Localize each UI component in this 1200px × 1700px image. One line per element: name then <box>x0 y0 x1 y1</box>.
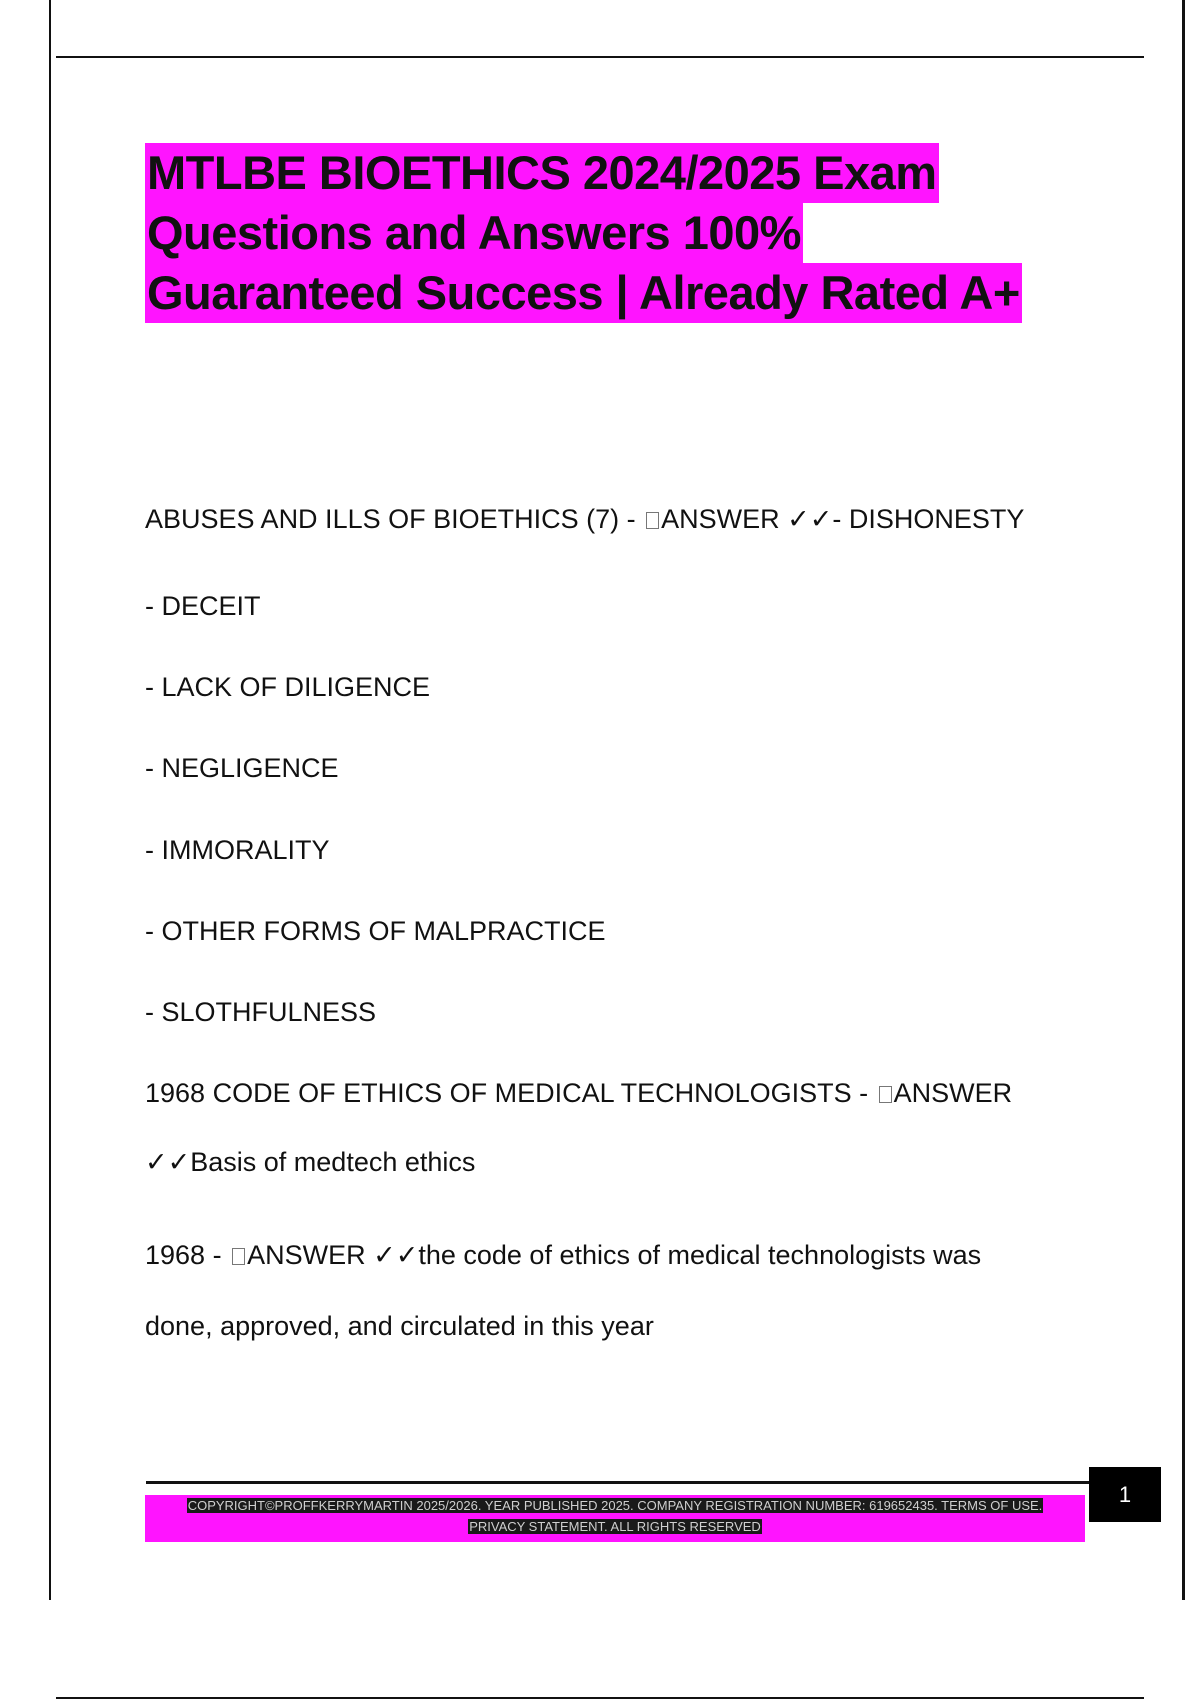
answer-3-text: the code of ethics of medical technologists was <box>418 1240 982 1270</box>
list-item: - DECEIT <box>145 591 261 621</box>
answer-2-text: Basis of medtech ethics <box>190 1147 476 1177</box>
question-3-text: 1968 - <box>145 1240 230 1270</box>
question-1-text: ABUSES AND ILLS OF BIOETHICS (7) - <box>145 504 644 534</box>
missing-glyph-icon <box>232 1248 245 1265</box>
page-border-left <box>49 0 51 1600</box>
footer-rule <box>146 1481 1090 1484</box>
answer-label: ANSWER <box>661 504 780 534</box>
list-item: - IMMORALITY <box>145 835 330 865</box>
copyright-line-2: PRIVACY STATEMENT. ALL RIGHTS RESERVED <box>469 1519 761 1534</box>
list-item: - LACK OF DILIGENCE <box>145 672 431 702</box>
answer-label: ANSWER <box>247 1240 366 1270</box>
check-icon: ✓✓ <box>787 504 833 534</box>
copyright-line-1: COPYRIGHT©PROFFKERRYMARTIN 2025/2026. YEAR PUBLISHED 2025. COMPANY REGISTRATION NUMBER: 619652435. TERMS OF USE. <box>187 1498 1043 1513</box>
question-2-text: 1968 CODE OF ETHICS OF MEDICAL TECHNOLOGISTS - <box>145 1078 876 1108</box>
list-item: - OTHER FORMS OF MALPRACTICE <box>145 916 606 946</box>
question-3 <box>145 1239 1125 1271</box>
answer-2 <box>145 1146 1125 1178</box>
list-item: - NEGLIGENCE <box>145 753 339 783</box>
answer-3-continued: done, approved, and circulated in this year <box>145 1311 654 1341</box>
check-icon: ✓✓ <box>373 1240 419 1270</box>
missing-glyph-icon <box>646 512 659 529</box>
question-1 <box>145 503 1125 535</box>
next-page-rule <box>56 1697 1144 1699</box>
answer-1-text: - DISHONESTY <box>832 504 1025 534</box>
page-border-right <box>1182 0 1185 1600</box>
header-rule <box>56 56 1144 58</box>
title-line-3: Guaranteed Success | Already Rated A+ <box>145 263 1022 323</box>
answer-label: ANSWER <box>893 1078 1013 1108</box>
list-item: - SLOTHFULNESS <box>145 997 377 1027</box>
missing-glyph-icon <box>879 1086 892 1103</box>
copyright-footer <box>145 1495 1085 1542</box>
question-2 <box>145 1077 1125 1109</box>
check-icon: ✓✓ <box>145 1147 191 1177</box>
title-line-1: MTLBE BIOETHICS 2024/2025 Exam <box>145 143 939 203</box>
document-title <box>145 143 1125 323</box>
page-number: 1 <box>1089 1467 1161 1522</box>
title-line-2: Questions and Answers 100% <box>145 203 803 263</box>
